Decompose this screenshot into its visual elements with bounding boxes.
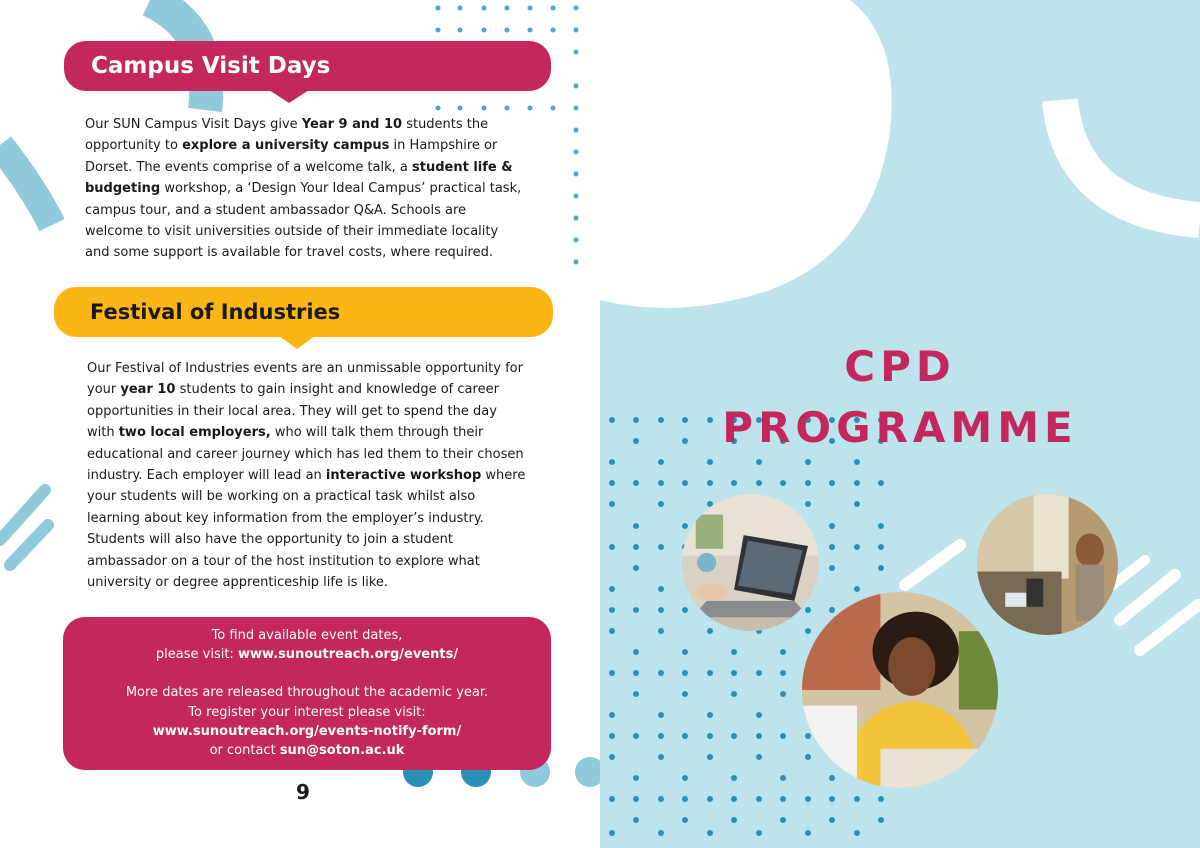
info-line-visit	[63, 645, 551, 664]
cpd-title-line1: CPD	[844, 342, 956, 391]
info-line-register: To register your interest please visit:	[188, 704, 426, 720]
campus-heading-text: Campus Visit Days	[91, 53, 331, 79]
photo-laptop-typing	[682, 494, 819, 631]
right-page	[600, 0, 1200, 848]
campus-visit-days-text: Our SUN Campus Visit Days give Year 9 and 10 students the opportunity to explore a university campus in Hampshire or Dorset. The events comprise of a welcome talk, a student life & budgeting workshop, a ‘Design Your Ideal Campus’ practical task, campus tour, and a student ambassador Q&A. Schools are welcome to visit universities outside of their immediate locality and some support is available for travel costs, where required.	[85, 117, 522, 261]
info-line-notify-url	[63, 722, 551, 741]
festival-of-industries-heading	[54, 287, 553, 337]
info-line-find-dates: To find available event dates,	[211, 628, 403, 643]
festival-of-industries-text: Our Festival of Industries events are an unmissable opportunity for your year 10 students to gain insight and knowledge of career opportunities in their local area. They will get to spend the day with two local employers, who will talk them through their educational and career journey which has led them to their chosen industry. Each employer will lead an interactive workshop where your students will be working on a practical task whilst also learning about key information from the employer’s industry. Students will also have the opportunity to join a student ambassador on a tour of the host institution to explore what university or degree apprenticeship life is like.	[87, 361, 526, 591]
email-link[interactable]: sun@soton.ac.uk	[279, 743, 405, 759]
notify-form-link[interactable]: www.sunoutreach.org/events-notify-form/	[152, 723, 462, 739]
cpd-title-line2: PROGRAMME	[722, 403, 1078, 452]
festival-heading-text: Festival of Industries	[90, 300, 341, 324]
visit-prefix: please visit:	[155, 647, 238, 663]
photo-smiling-woman-headset	[802, 592, 998, 788]
event-info-box	[63, 617, 551, 770]
info-line-contact	[63, 741, 551, 760]
photo-conference-speaker	[977, 494, 1118, 635]
campus-visit-days-heading	[64, 41, 551, 91]
info-line-more-dates: More dates are released throughout the academic year.	[125, 685, 489, 701]
page-number: 9	[296, 780, 310, 804]
events-link[interactable]: www.sunoutreach.org/events/	[237, 647, 459, 663]
contact-prefix: or contact	[209, 743, 280, 759]
